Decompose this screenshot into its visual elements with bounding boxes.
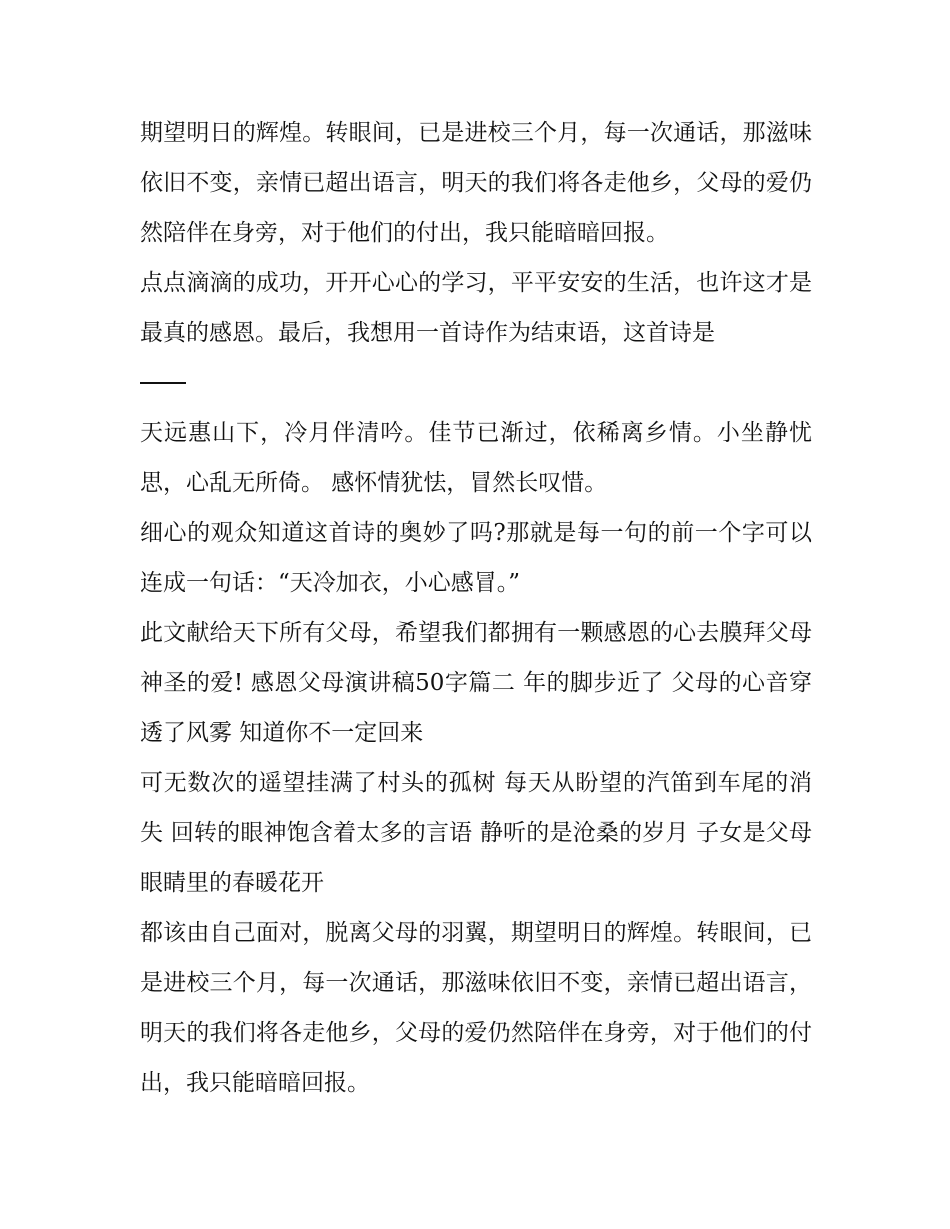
document-body [140,108,812,1108]
paragraph-5: 此文献给天下所有父母，希望我们都拥有一颗感恩的心去膜拜父母神圣的爱! 感恩父母演讲稿50字篇二 年的脚步近了 父母的心音穿透了风雾 知道你不一定回来 [140,620,812,746]
dash-rule [140,382,186,384]
paragraph-7: 都该由自己面对，脱离父母的羽翼，期望明日的辉煌。转眼间，已是进校三个月，每一次通话，那滋味依旧不变，亲情已超出语言，明天的我们将各走他乡，父母的爱仍然陪伴在身旁，对于他们的付出，我只能暗暗回报。 [140,920,812,1096]
paragraph-6: 可无数次的遥望挂满了村头的孤树 每天从盼望的汽笛到车尾的消失 回转的眼神饱含着太多的言语 静听的是沧桑的岁月 子女是父母眼睛里的春暖花开 [140,770,812,896]
paragraph-4: 细心的观众知道这首诗的奥妙了吗?那就是每一句的前一个字可以连成一句话：“天冷加衣，小心感冒。” [140,520,812,596]
paragraph-2: 点点滴滴的成功，开开心心的学习，平平安安的生活，也许这才是最真的感恩。最后，我想用一首诗作为结束语，这首诗是 [140,270,812,346]
poem-paragraph: 天远惠山下，冷月伴清吟。佳节已渐过，依稀离乡情。小坐静忧思，心乱无所倚。 感怀情犹怯，冒然长叹惜。 [140,420,812,496]
paragraph-1: 期望明日的辉煌。转眼间，已是进校三个月，每一次通话，那滋味依旧不变，亲情已超出语言，明天的我们将各走他乡，父母的爱仍然陪伴在身旁，对于他们的付出，我只能暗暗回报。 [140,120,812,246]
